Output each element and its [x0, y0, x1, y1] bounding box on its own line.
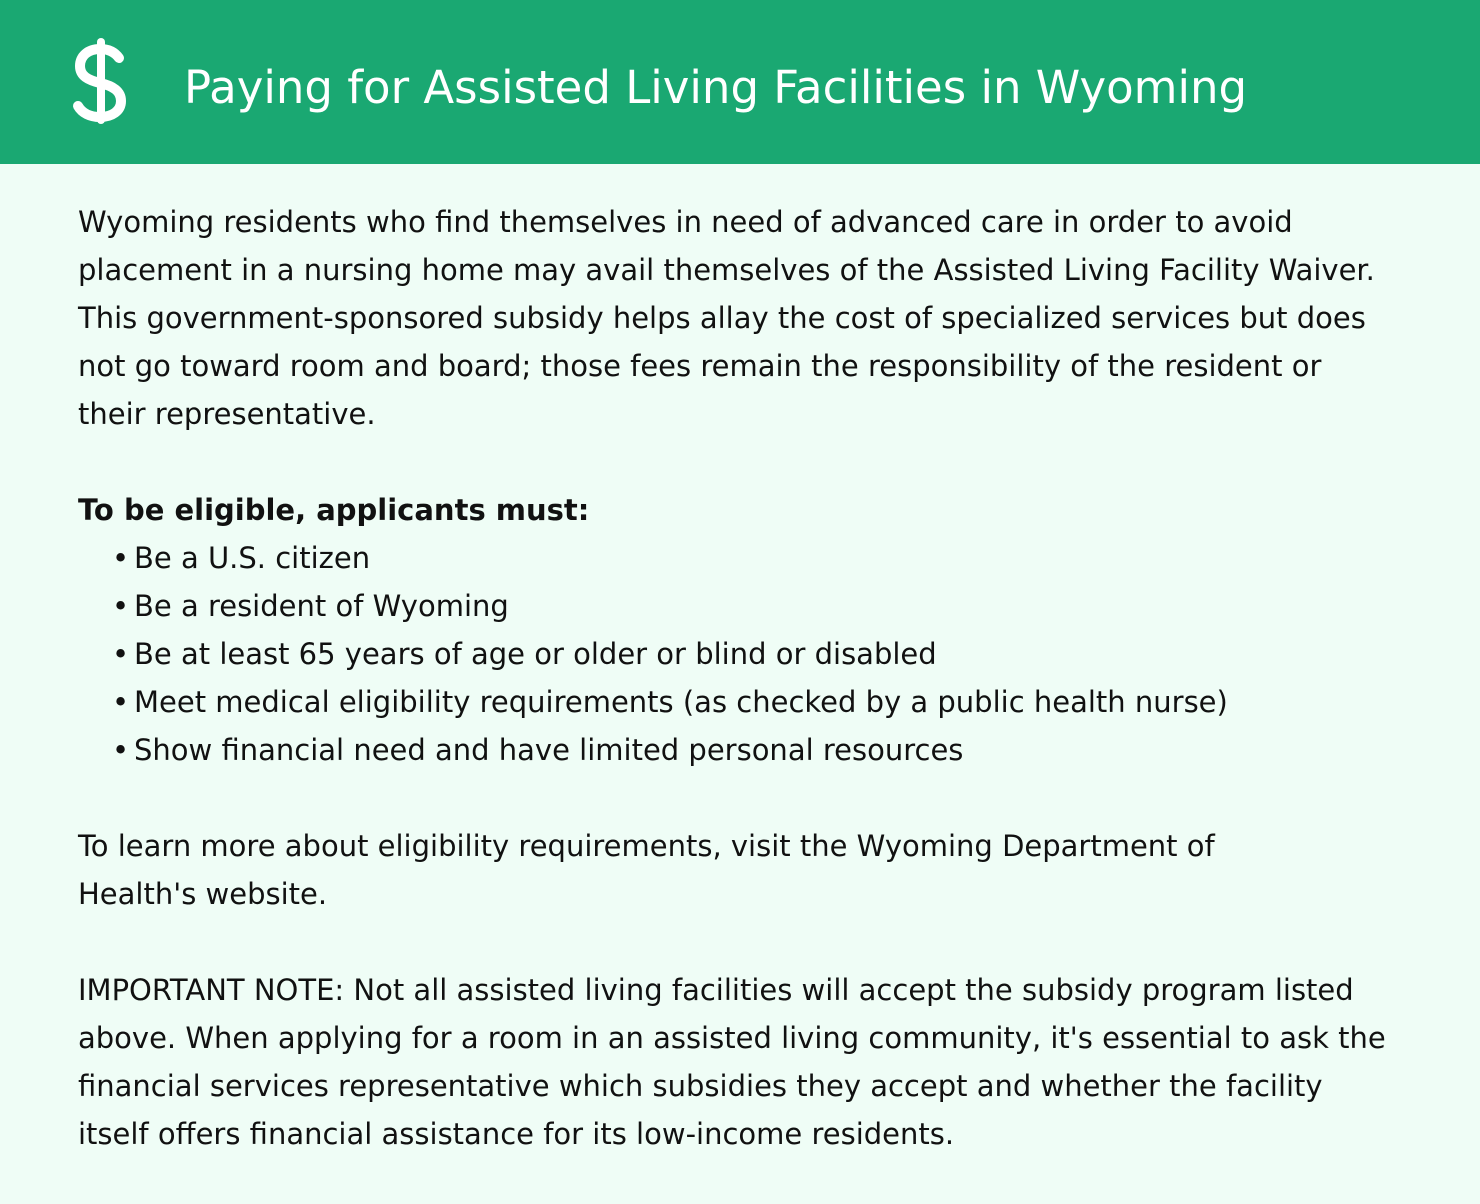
criterion-text: Be at least 65 years of age or older or blind or disabled [134, 637, 937, 671]
bullet: • [112, 637, 130, 671]
bullet: • [112, 733, 130, 767]
spacer [78, 918, 1438, 966]
intro-line: placement in a nursing home may avail themselves of the Assisted Living Facility Waiver. [78, 253, 1375, 287]
criterion-text: Meet medical eligibility requirements (as checked by a public health nurse) [134, 685, 1228, 719]
note-line: above. When applying for a room in an assisted living community, it's essential to ask the [78, 1021, 1386, 1055]
note-line: itself offers financial assistance for its low-income residents. [78, 1117, 955, 1151]
bullet: • [112, 589, 130, 623]
eligibility-list [78, 534, 1438, 774]
criterion-text: Be a resident of Wyoming [134, 589, 509, 623]
list-item [112, 582, 1438, 630]
intro-line: their representative. [78, 397, 376, 431]
bullet: • [112, 685, 130, 719]
intro-line: not go toward room and board; those fees remain the responsibility of the resident or [78, 349, 1322, 383]
criterion-text: Show financial need and have limited personal resources [134, 733, 964, 767]
list-item [112, 630, 1438, 678]
list-item [112, 726, 1438, 774]
spacer [78, 774, 1438, 822]
learn-more-line: To learn more about eligibility requirements, visit the Wyoming Department of [78, 829, 1215, 863]
intro-line: This government-sponsored subsidy helps allay the cost of specialized services but does [78, 301, 1366, 335]
bullet: • [112, 541, 130, 575]
list-item [112, 678, 1438, 726]
dollar-icon [70, 30, 128, 130]
learn-more-line: Health's website. [78, 877, 328, 911]
important-note-paragraph [78, 966, 1438, 1158]
learn-more-paragraph [78, 822, 1438, 918]
eligibility-heading: To be eligible, applicants must: [78, 493, 590, 527]
criterion-text: Be a U.S. citizen [134, 541, 371, 575]
list-item [112, 534, 1438, 582]
content-body [78, 198, 1438, 1158]
note-line: financial services representative which subsidies they accept and whether the facility [78, 1069, 1323, 1103]
header-banner [0, 0, 1480, 164]
intro-line: Wyoming residents who find themselves in need of advanced care in order to avoid [78, 205, 1293, 239]
note-line: IMPORTANT NOTE: Not all assisted living facilities will accept the subsidy program listed [78, 973, 1354, 1007]
intro-paragraph [78, 198, 1438, 438]
page-title: Paying for Assisted Living Facilities in Wyoming [184, 61, 1248, 114]
spacer [78, 438, 1438, 486]
